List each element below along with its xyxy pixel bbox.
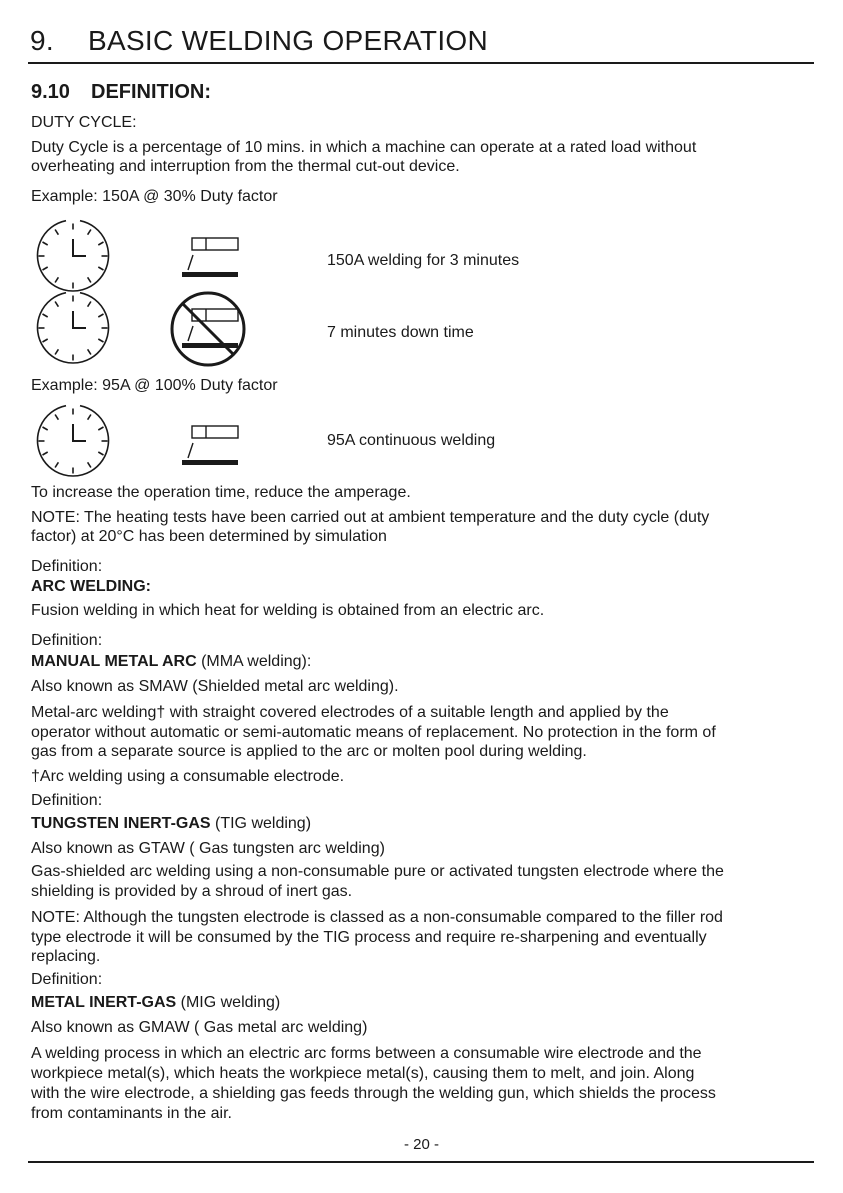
mig-heading-suffix: (MIG welding) [176, 994, 281, 1011]
duty-note-2: factor) at 20°C has been determined by simulation [31, 528, 387, 545]
increase-text: To increase the operation time, reduce the amperage. [31, 484, 411, 501]
chapter-title-text: BASIC WELDING OPERATION [88, 25, 488, 56]
mma-definition-label: Definition: [31, 632, 103, 649]
tig-heading-line [31, 814, 311, 834]
tig-note-3: replacing. [31, 948, 101, 965]
duty-note-1: NOTE: The heating tests have been carried out at ambient temperature and the duty cycle (duty [31, 509, 710, 526]
example-1-label: Example: 150A @ 30% Duty factor [31, 188, 278, 205]
arc-text: Fusion welding in which heat for welding is obtained from an electric arc. [31, 602, 545, 619]
tig-heading: TUNGSTEN INERT-GAS [31, 815, 211, 832]
example-1-caption-1: 150A welding for 3 minutes [327, 252, 520, 269]
example-2-label: Example: 95A @ 100% Duty factor [31, 377, 278, 394]
mig-definition-label: Definition: [31, 971, 103, 988]
page-number: - 20 - [403, 1136, 439, 1153]
mma-footnote: †Arc welding using a consumable electrode. [31, 768, 345, 785]
arc-heading: ARC WELDING: [31, 578, 151, 595]
tig-note-2: type electrode it will be consumed by the TIG process and require re-sharpening and eventually [31, 929, 707, 946]
section-number: 9.10 [31, 81, 70, 103]
clock-icon [36, 404, 110, 478]
welding-electrode-icon [180, 424, 240, 468]
tig-note-1: NOTE: Although the tungsten electrode is classed as a non-consumable compared to the filler rod [31, 909, 723, 926]
duty-cycle-heading: DUTY CYCLE: [31, 114, 137, 131]
mma-text-1: Metal-arc welding† with straight covered electrodes of a suitable length and applied by the [31, 704, 669, 721]
tig-heading-suffix: (TIG welding) [210, 815, 312, 832]
clock-icon [36, 219, 110, 293]
tig-definition-label: Definition: [31, 792, 103, 809]
section-title [31, 80, 211, 104]
section-title-text: DEFINITION: [91, 81, 211, 103]
mma-heading: MANUAL METAL ARC [31, 653, 197, 670]
mig-aka: Also known as GMAW ( Gas metal arc welding) [31, 1019, 368, 1036]
header-rule [28, 62, 814, 64]
mig-heading: METAL INERT-GAS [31, 994, 177, 1011]
mma-aka: Also known as SMAW (Shielded metal arc welding). [31, 678, 399, 695]
tig-text-2: shielding is provided by a shroud of inert gas. [31, 883, 353, 900]
duty-cycle-text-1: Duty Cycle is a percentage of 10 mins. in which a machine can operate at a rated load without [31, 139, 697, 156]
example-1-caption-2: 7 minutes down time [327, 324, 474, 341]
mma-text-3: gas from a separate source is applied to the arc or molten pool during welding. [31, 743, 587, 760]
mig-heading-line [31, 993, 280, 1013]
mig-text-3: with the wire electrode, a shielding gas feeds through the welding gun, which shields the process [31, 1085, 716, 1102]
clock-icon [36, 291, 110, 365]
footer-rule [28, 1161, 814, 1163]
tig-text-1: Gas-shielded arc welding using a non-consumable pure or activated tungsten electrode where the [31, 863, 724, 880]
no-welding-icon [168, 289, 248, 369]
welding-electrode-icon [180, 236, 240, 280]
arc-definition-label: Definition: [31, 558, 103, 575]
mma-text-2: operator without automatic or semi-automatic means of replacement. No protection in the form of [31, 724, 716, 741]
mig-text-4: from contaminants in the air. [31, 1105, 232, 1122]
mig-text-2: workpiece metal(s), which heats the workpiece metal(s), causing them to melt, and join. Along [31, 1065, 695, 1082]
mma-heading-suffix: (MMA welding): [196, 653, 312, 670]
mig-text-1: A welding process in which an electric arc forms between a consumable wire electrode and the [31, 1045, 702, 1062]
tig-aka: Also known as GTAW ( Gas tungsten arc welding) [31, 840, 385, 857]
mma-heading-line [31, 652, 311, 672]
duty-cycle-text-2: overheating and interruption from the thermal cut-out device. [31, 158, 460, 175]
example-2-caption-1: 95A continuous welding [327, 432, 496, 449]
chapter-title [30, 24, 488, 58]
chapter-number: 9. [30, 25, 54, 56]
